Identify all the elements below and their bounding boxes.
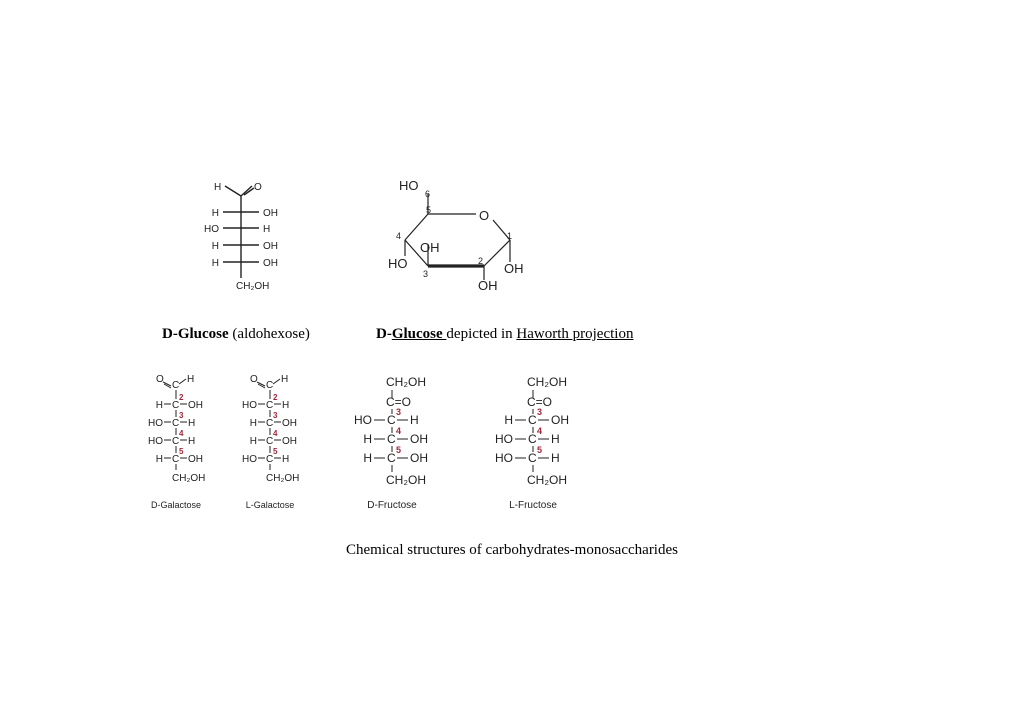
- row-left-group: H: [363, 432, 372, 446]
- row-right-group: H: [188, 436, 196, 447]
- haworth-oh-c4-up: OH: [420, 240, 440, 255]
- row-carbon: C: [266, 454, 274, 465]
- bottom-group: CH₂OH: [386, 473, 426, 487]
- row-right-group: H: [282, 400, 290, 411]
- row-left-group: H: [504, 413, 513, 427]
- haworth-caption-prefix: D-: [376, 326, 392, 342]
- l-fructose-structure: [495, 375, 569, 511]
- sugar-name: D-Galactose: [150, 500, 202, 510]
- glucose-row3-right: OH: [263, 241, 278, 252]
- sugar-name: L-Galactose: [245, 500, 295, 510]
- d-galactose-structure: [148, 374, 205, 510]
- carbon-number: 4: [273, 429, 278, 438]
- carbon-number: 2: [179, 393, 184, 402]
- aldehyde-oxygen: O: [156, 374, 164, 385]
- aldehyde-hydrogen: H: [281, 374, 289, 385]
- row-right-group: H: [188, 418, 196, 429]
- carbon-number: 5: [273, 447, 278, 456]
- glucose-row2-left: HO: [204, 224, 219, 235]
- sugar-name: L-Fructose: [509, 500, 557, 511]
- glucose-row4-left: H: [211, 258, 219, 269]
- glucose-top-left: H: [214, 182, 222, 193]
- row-right-group: H: [410, 413, 419, 427]
- haworth-oh-c1: OH: [504, 261, 524, 276]
- glucose-fischer-structure: [223, 186, 259, 278]
- glucose-bottom: CH₂OH: [236, 281, 270, 292]
- row-right-group: OH: [188, 454, 203, 465]
- row-carbon: C: [172, 418, 180, 429]
- row-carbon: C: [266, 400, 274, 411]
- glucose-row4-right: OH: [263, 258, 278, 269]
- carbonyl-group: C=O: [527, 395, 553, 409]
- haworth-c6-group: HO: [399, 178, 419, 193]
- row-left-group: HO: [242, 400, 257, 411]
- haworth-num-3: 3: [423, 269, 429, 279]
- carbon-number: 5: [537, 445, 543, 455]
- bottom-group: CH₂OH: [527, 473, 567, 487]
- row-left-group: H: [155, 454, 163, 465]
- haworth-ring-oxygen: O: [479, 208, 490, 223]
- l-galactose-structure: [242, 374, 299, 510]
- carbon-number: 4: [537, 426, 543, 436]
- row-left-group: HO: [242, 454, 257, 465]
- top-group: CH₂OH: [386, 375, 426, 389]
- carbonyl-group: C=O: [386, 395, 412, 409]
- row-left-group: H: [249, 436, 257, 447]
- glucose-row2-right: H: [263, 224, 271, 235]
- row-left-group: HO: [148, 418, 163, 429]
- d-fructose-structure: [354, 375, 428, 511]
- carbon-number: 3: [273, 411, 278, 420]
- row-carbon: C: [387, 451, 396, 465]
- row-carbon: C: [528, 451, 537, 465]
- row-right-group: OH: [410, 432, 428, 446]
- carbon-number: 3: [179, 411, 184, 420]
- glucose-row1-right: OH: [263, 208, 278, 219]
- haworth-num-2: 2: [478, 256, 484, 266]
- carbon-number: 5: [396, 445, 402, 455]
- row-left-group: H: [249, 418, 257, 429]
- row-left-group: H: [363, 451, 372, 465]
- carbon-number: 3: [537, 407, 543, 417]
- carbon-number: 4: [179, 429, 184, 438]
- row-left-group: HO: [354, 413, 372, 427]
- carbon-number: 4: [396, 426, 402, 436]
- glucose-caption: [162, 326, 310, 343]
- row-carbon: C: [266, 418, 274, 429]
- bottom-group: CH₂OH: [172, 473, 206, 484]
- carbon-number: 3: [396, 407, 402, 417]
- row-right-group: H: [551, 451, 560, 465]
- row-carbon: C: [172, 454, 180, 465]
- row-carbon: C: [172, 400, 180, 411]
- haworth-caption-mid: depicted in: [446, 326, 517, 342]
- aldehyde-carbon: C: [172, 380, 180, 391]
- row-carbon: C: [528, 413, 537, 427]
- haworth-oh-c2: OH: [478, 278, 498, 293]
- sugar-name: D-Fructose: [367, 500, 417, 511]
- haworth-num-6: 6: [425, 189, 431, 199]
- haworth-ho-c4: HO: [388, 256, 408, 271]
- row-right-group: OH: [188, 400, 203, 411]
- carbon-number: 2: [273, 393, 278, 402]
- row-carbon: C: [172, 436, 180, 447]
- row-right-group: H: [551, 432, 560, 446]
- row-carbon: C: [387, 413, 396, 427]
- glucose-row1-left: H: [211, 208, 219, 219]
- row-right-group: OH: [282, 436, 297, 447]
- glucose-link[interactable]: Glucose: [391, 326, 447, 342]
- aldehyde-oxygen: O: [250, 374, 258, 385]
- aldehyde-hydrogen: H: [187, 374, 195, 385]
- haworth-projection-link[interactable]: Haworth projection: [516, 326, 634, 342]
- row-left-group: H: [155, 400, 163, 411]
- row-left-group: HO: [148, 436, 163, 447]
- glucose-caption-name: D-Glucose: [162, 326, 229, 342]
- row-right-group: H: [282, 454, 290, 465]
- row-carbon: C: [528, 432, 537, 446]
- glucose-caption-note: (aldohexose): [232, 326, 310, 342]
- row-left-group: HO: [495, 451, 513, 465]
- glucose-top-right: O: [254, 182, 262, 193]
- haworth-num-4: 4: [396, 231, 402, 241]
- aldehyde-carbon: C: [266, 380, 274, 391]
- bottom-group: CH₂OH: [266, 473, 300, 484]
- row-carbon: C: [266, 436, 274, 447]
- haworth-num-1: 1: [507, 231, 513, 241]
- row-left-group: HO: [495, 432, 513, 446]
- row-right-group: OH: [410, 451, 428, 465]
- glucose-row3-left: H: [211, 241, 219, 252]
- row-right-group: OH: [551, 413, 569, 427]
- row-right-group: OH: [282, 418, 297, 429]
- carbon-number: 5: [179, 447, 184, 456]
- haworth-caption: [376, 326, 633, 343]
- figure-caption: Chemical structures of carbohydrates-monosaccharides: [346, 542, 678, 558]
- haworth-num-5: 5: [426, 205, 432, 215]
- top-group: CH₂OH: [527, 375, 567, 389]
- row-carbon: C: [387, 432, 396, 446]
- haworth-ring: [405, 194, 513, 280]
